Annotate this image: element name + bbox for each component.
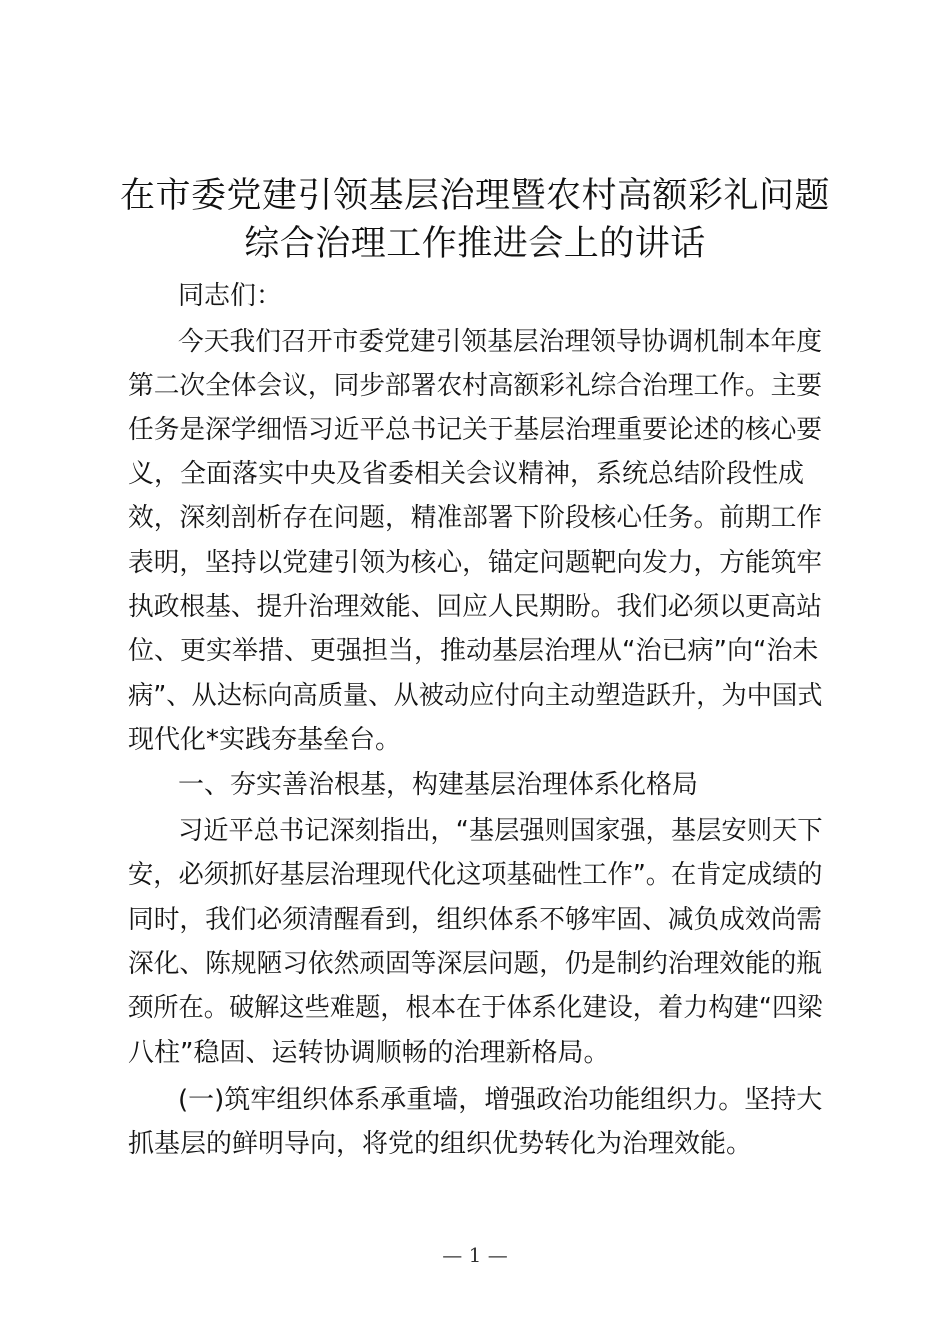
paragraph-line: 抓基层的鲜明导向，将党的组织优势转化为治理效能。 <box>128 1129 753 1159</box>
paragraph-line: 位、更实举措、更强担当，推动基层治理从“治已病”向“治未 <box>128 636 819 666</box>
document-title-line-1: 在市委党建引领基层治理暨农村高额彩礼问题 <box>119 176 830 216</box>
paragraph-line: 表明，坚持以党建引领为核心，锚定问题靶向发力，方能筑牢 <box>128 548 823 578</box>
paragraph-line: 病”、从达标向高质量、从被动应付向主动塑造跃升，为中国式 <box>128 681 823 711</box>
document-title-line-2: 综合治理工作推进会上的讲话 <box>244 224 706 264</box>
paragraph-line: 安，必须抓好基层治理现代化这项基础性工作”。在肯定成绩的 <box>128 860 823 890</box>
paragraph-line: 同时，我们必须清醒看到，组织体系不够牢固、减负成效尚需 <box>128 905 823 935</box>
salutation: 同志们： <box>178 281 283 311</box>
paragraph-line: 执政根基、提升治理效能、回应人民期盼。我们必须以更高站 <box>128 592 823 622</box>
page-number: — 1 — <box>442 1243 508 1267</box>
paragraph-line: 今天我们召开市委党建引领基层治理领导协调机制本年度 <box>178 327 823 357</box>
paragraph-line: 现代化*实践夯基垒台。 <box>128 725 402 755</box>
paragraph-line: 第二次全体会议，同步部署农村高额彩礼综合治理工作。主要 <box>128 371 823 401</box>
paragraph-line: 义，全面落实中央及省委相关会议精神，系统总结阶段性成 <box>128 459 805 489</box>
paragraph-line: 八柱”稳固、运转协调顺畅的治理新格局。 <box>128 1038 610 1068</box>
paragraph-line: 效，深刻剖析存在问题，精准部署下阶段核心任务。前期工作 <box>128 503 823 533</box>
paragraph-line: 深化、陈规陋习依然顽固等深层问题，仍是制约治理效能的瓶 <box>128 949 823 979</box>
paragraph-line: 颈所在。破解这些难题，根本在于体系化建设，着力构建“四梁 <box>128 993 823 1023</box>
section-heading: 一、夯实善治根基，构建基层治理体系化格局 <box>178 770 699 800</box>
paragraph-line: 任务是深学细悟习近平总书记关于基层治理重要论述的核心要 <box>128 415 823 445</box>
subsection-heading: (一)筑牢组织体系承重墙，增强政治功能组织力。坚持大 <box>178 1085 823 1115</box>
paragraph-line: 习近平总书记深刻指出，“基层强则国家强，基层安则天下 <box>178 816 823 846</box>
